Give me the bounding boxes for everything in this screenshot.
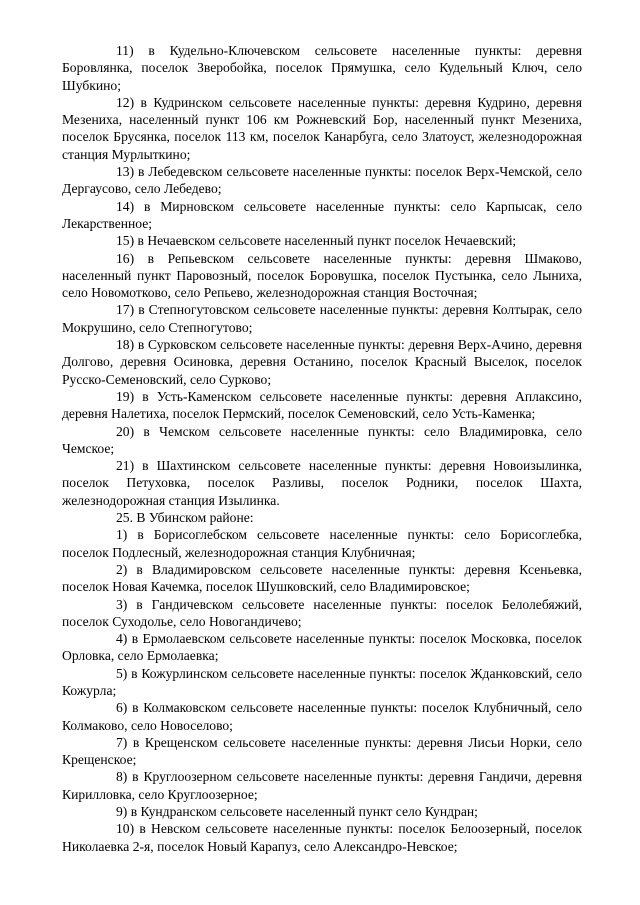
list-item: 5) в Кожурлинском сельсовете населенные пункты: поселок Жданковский, село Кожурла; bbox=[62, 665, 582, 698]
list-item: 11) в Кудельно-Ключевском сельсовете населенные пункты: деревня Боровлянка, поселок Зверобойка, поселок Прямушка, село Кудельный Ключ, село Шубкино; bbox=[62, 43, 582, 93]
list-item: 13) в Лебедевском сельсовете населенные пункты: поселок Верх-Чемской, село Дергаусово, село Лебедево; bbox=[62, 164, 582, 197]
list-item: 15) в Нечаевском сельсовете населенный пункт поселок Нечаевский; bbox=[116, 233, 517, 249]
list-item: 9) в Кундранском сельсовете населенный пункт село Кундран; bbox=[116, 804, 478, 820]
list-item: 10) в Невском сельсовете населенные пункты: поселок Белоозерный, поселок Николаевка 2-я, поселок Новый Карапуз, село Александро-Невское; bbox=[62, 821, 582, 854]
list-item: 18) в Сурковском сельсовете населенные пункты: деревня Верх-Ачино, деревня Долгово, деревня Осиновка, деревня Останино, поселок Красный Выселок, поселок Русско-Семеновский, село Сурково; bbox=[62, 337, 582, 387]
list-item: 8) в Круглоозерном сельсовете населенные пункты: деревня Гандичи, деревня Кирилловка, село Круглоозерное; bbox=[62, 769, 582, 802]
list-item: 12) в Кудринском сельсовете населенные пункты: деревня Кудрино, деревня Мезениха, населенный пункт 106 км Рожневский Бор, населенный пункт Мезениха, поселок Брусянка, поселок 113 км, поселок Канарбуга, село Златоуст, железнодорожная станция Мурлыткино; bbox=[62, 94, 582, 162]
list-item: 1) в Борисоглебском сельсовете населенные пункты: село Борисоглебка, поселок Подлесный, железнодорожная станция Клубничная; bbox=[62, 527, 582, 560]
list-item: 4) в Ермолаевском сельсовете населенные пункты: поселок Московка, поселок Орловка, село Ермолаевка; bbox=[62, 631, 582, 664]
list-item: 19) в Усть-Каменском сельсовете населенные пункты: деревня Аплаксино, деревня Налетиха, поселок Пермский, поселок Семеновский, село Усть-Каменка; bbox=[62, 388, 582, 422]
list-item: 3) в Гандичевском сельсовете населенные пункты: поселок Белолебяжий, поселок Суходолье, село Новогандичево; bbox=[62, 596, 582, 629]
list-item: 14) в Мирновском сельсовете населенные пункты: село Карпысак, село Лекарственное; bbox=[62, 198, 582, 231]
list-item: 21) в Шахтинском сельсовете населенные пункты: деревня Новоизылинка, поселок Петуховка, поселок Разливы, поселок Родники, поселок Шахта, железнодорожная станция Изылинка. bbox=[62, 458, 582, 508]
document-page bbox=[62, 42, 582, 855]
list-item: 17) в Степногутовском сельсовете населенные пункты: деревня Колтырак, село Мокрушино, село Степногутово; bbox=[62, 302, 582, 335]
list-item: 2) в Владимировском сельсовете населенные пункты: деревня Ксеньевка, поселок Новая Качемка, поселок Шушковский, село Владимировское; bbox=[62, 561, 582, 595]
list-item: 7) в Крещенском сельсовете населенные пункты: деревня Лисьи Норки, село Крещенское; bbox=[62, 734, 582, 768]
list-item: 20) в Чемском сельсовете населенные пункты: село Владимировка, село Чемское; bbox=[62, 423, 582, 456]
list-item: 16) в Репьевском сельсовете населенные пункты: деревня Шмаково, населенный пункт Паровозный, поселок Боровушка, поселок Пустынка, село Лыниха, село Новомотково, село Репьево, железнодорожная станция Восточная; bbox=[62, 250, 582, 301]
section-heading: 25. В Убинском районе: bbox=[116, 510, 254, 526]
list-item: 6) в Колмаковском сельсовете населенные пункты: поселок Клубничный, село Колмаково, село Новоселово; bbox=[62, 700, 582, 733]
